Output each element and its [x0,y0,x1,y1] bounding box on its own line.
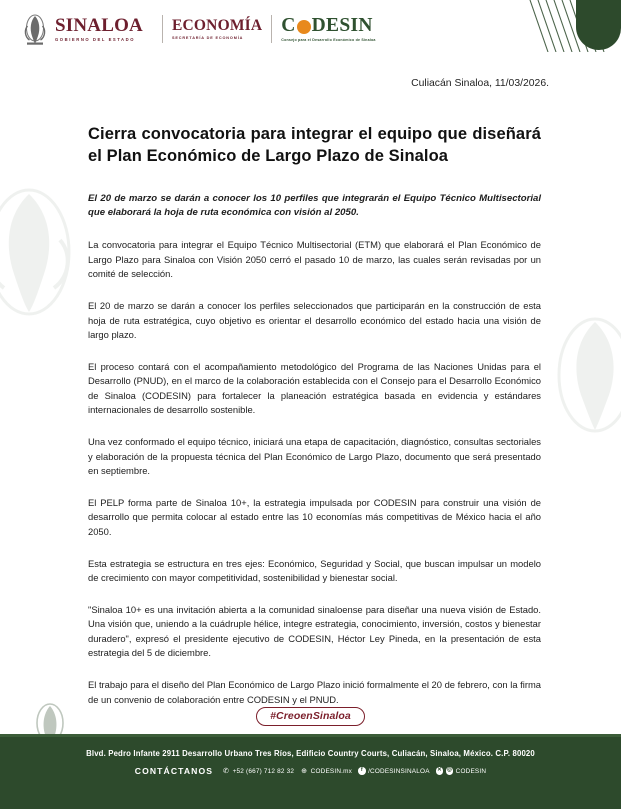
body-paragraph: Esta estrategia se estructura en tres ejes: Económico, Seguridad y Social, que buscan impulsar un modelo de crecimiento con mayor competitividad, sostenibilidad y bienestar social. [88,557,541,584]
sinaloa-wordmark: SINALOA [55,14,143,36]
contact-website[interactable] [300,767,352,775]
contact-social-text: CODESIN [455,767,487,775]
logo-group [22,10,376,48]
body-paragraph: El 20 de marzo se darán a conocer los perfiles seleccionados que participarán en la construcción de esta hoja de ruta estratégica, cuyo objetivo es orientar el desarrollo económico del estado hacia una visión de largo plazo. [88,299,541,341]
logo-divider-2 [271,15,272,43]
contact-phone[interactable] [222,767,294,775]
globe-icon: ⊕ [301,767,308,775]
dateline: Culiacán Sinaloa, 11/03/2026. [411,78,549,89]
logo-divider-1 [162,15,163,43]
codesin-wordmark [281,16,375,36]
document-body [0,124,621,707]
sinaloa-tagline: GOBIERNO DEL ESTADO [55,37,136,43]
brand-sinaloa [55,16,153,43]
instagram-icon: ◎ [446,767,452,774]
body-paragraph: El trabajo para el diseño del Plan Económico de Largo Plazo inició formalmente el 20 de febrero, con la firma de un convenio de colaboración entre CODESIN y el PNUD. [88,678,541,705]
contact-website-text: CODESIN.mx [310,767,353,775]
footer-contact-row [0,766,621,776]
footer-address: Blvd. Pedro Infante 2911 Desarrollo Urbano Tres Ríos, Edificio Country Courts, Culiacán, Sinaloa, México. C.P. 80020 [86,749,535,758]
contact-phone-text: +52 (667) 712 82 32 [232,767,295,775]
contact-label: CONTÁCTANOS [134,766,214,776]
body-paragraph: La convocatoria para integrar el Equipo Técnico Multisectorial (ETM) que elaborará el Plan Económico de Largo Plazo para Sinaloa con Visión 2050 cerró el pasado 10 de marzo, las cuales serán revisadas por un comité de selección. [88,239,541,280]
body-paragraph: "Sinaloa 10+ es una invitación abierta a la comunidad sinaloense para diseñar una nueva visión de Estado. Una visión que, uniendo a la cuádruple hélice, integre estrategia, conocimiento, inversión, costos y bienestar duradero", expresó el presidente ejecutivo de CODESIN, Héctor Ley Pineda, en la presentación de esta estrategia del 5 de diciembre. [88,603,541,659]
footer-bar [0,734,621,809]
sinaloa-state-seal-icon [22,12,48,46]
contact-facebook[interactable] [358,767,430,775]
page-title: Cierra convocatoria para integrar el equipo que diseñará el Plan Económico de Largo Plazo de Sinaloa [88,125,541,165]
body-paragraph: El proceso contará con el acompañamiento metodológico del Programa de las Naciones Unidas para el Desarrollo (PNUD), en el marco de la colaboración establecida con el Consejo para el Desarrollo Económico de Sinaloa (CODESIN) para fortalecer la planeación estratégica basada en evidencia y estándares internacionales de desarrollo sostenible. [88,360,541,416]
phone-icon: ✆ [223,767,230,775]
codesin-wordmark-prefix: C [281,14,296,36]
codesin-tagline: Consejo para el Desarrollo Económico de Sinaloa [281,38,376,43]
brand-codesin [281,16,375,43]
body-paragraph: El PELP forma parte de Sinaloa 10+, la estrategia impulsada por CODESIN para construir una visión de desarrollo que permita colocar al estado entre las 10 economías más competitivas de México hacia el año 2050. [88,496,541,537]
contact-social-handles[interactable] [436,767,487,775]
hashtag-row [0,706,621,726]
contact-facebook-text: /CODESINSINALOA [368,767,430,775]
codesin-wordmark-suffix: DESIN [311,14,373,36]
footer-top-stripe [0,734,621,737]
hashtag-badge: #CreoenSinaloa [256,707,365,727]
facebook-icon: f [358,767,366,775]
economia-tagline: SECRETARÍA DE ECONOMÍA [171,36,244,40]
document-footer [0,704,621,809]
document-header [0,0,621,58]
twitter-x-icon: ✕ [437,767,442,774]
codesin-dot-icon [297,20,311,34]
economia-wordmark: ECONOMÍA [171,17,263,34]
brand-economia [172,18,262,40]
body-paragraph: Una vez conformado el equipo técnico, iniciará una etapa de capacitación, diagnóstico, consultas sectoriales y elaboración de la propuesta técnica del Plan Económico de Largo Plazo, documento que será presentado en septiembre. [88,436,541,477]
standfirst: El 20 de marzo se darán a conocer los 10 perfiles que integrarán el Equipo Técnico Multisectorial que elaborará la hoja de ruta económica con visión al 2050. [88,192,541,219]
